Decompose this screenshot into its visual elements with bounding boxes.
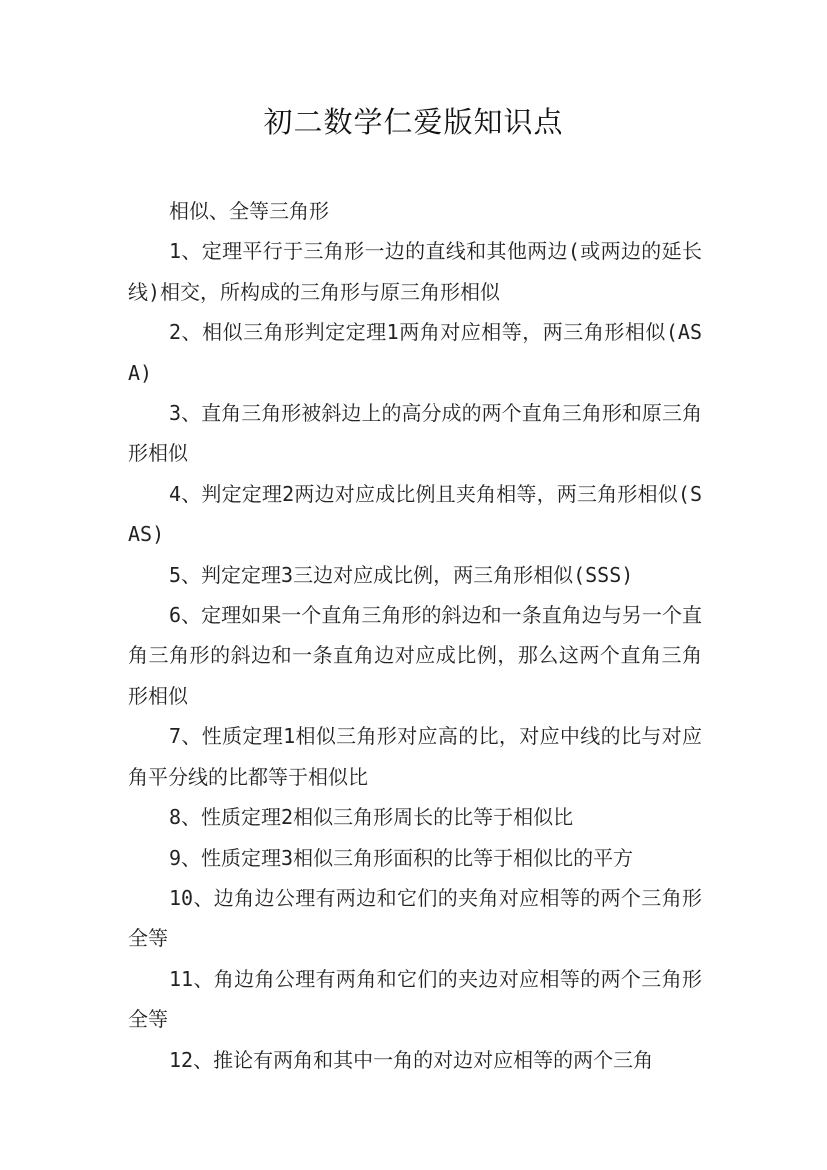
paragraph-7: 7、性质定理1相似三角形对应高的比，对应中线的比与对应角平分线的比都等于相似比 <box>128 724 702 789</box>
paragraph-4: 4、判定定理2两边对应成比例且夹角相等，两三角形相似(SAS) <box>128 481 702 547</box>
paragraph-11: 11、角边角公理有两角和它们的夹边对应相等的两个三角形全等 <box>128 966 702 1032</box>
paragraph-6: 6、定理如果一个直角三角形的斜边和一条直角边与另一个直角三角形的斜边和一条直角边对应成比例，那么这两个直角三角形相似 <box>128 603 702 708</box>
paragraph-12: 12、推论有两角和其中一角的对边对应相等的两个三角 <box>169 1047 654 1072</box>
paragraph-10: 10、边角边公理有两边和它们的夹角对应相等的两个三角形全等 <box>128 885 702 951</box>
paragraph-1: 1、定理平行于三角形一边的直线和其他两边(或两边的延长线)相交，所构成的三角形与原三角形相似 <box>128 239 702 304</box>
paragraph-8: 8、性质定理2相似三角形周长的比等于相似比 <box>169 805 574 830</box>
document-title: 初二数学仁爱版知识点 <box>263 105 564 139</box>
paragraph-5: 5、判定定理3三边对应成比例，两三角形相似(SSS) <box>169 562 634 587</box>
section-heading: 相似、全等三角形 <box>169 199 329 223</box>
paragraph-2: 2、相似三角形判定定理1两角对应相等，两三角形相似(ASA) <box>128 320 702 385</box>
paragraph-9: 9、性质定理3相似三角形面积的比等于相似比的平方 <box>169 845 634 870</box>
document-body <box>128 191 702 1080</box>
paragraph-3: 3、直角三角形被斜边上的高分成的两个直角三角形和原三角形相似 <box>128 401 702 466</box>
